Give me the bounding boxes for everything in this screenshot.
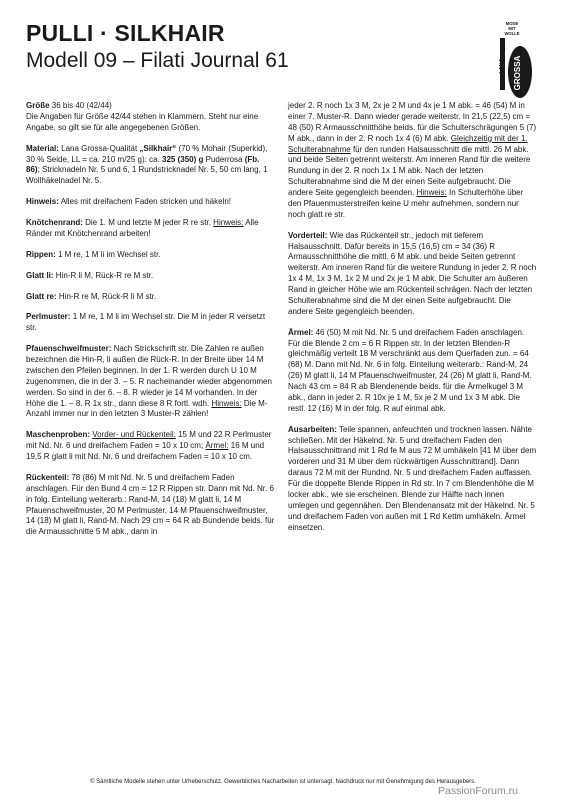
section-body-fragment: In Schulterhöhe über den Pfauenmusterstreifen keine U mehr aufnehmen, sondern nur noch glatt re str. (288, 188, 524, 219)
section-body-fragment: Die 1. M und letzte M jeder R re str. (82, 218, 214, 227)
copyright-footer: © Sämtliche Modelle stehen unter Urheberschutz. Gewerbliches Nacharbeiten ist untersagt. Nachdruck nur mit Genehmigung des Herausgebers. (90, 779, 476, 785)
svg-text:GROSSA: GROSSA (513, 55, 522, 91)
section-body: Wie das Rückenteil str., jedoch mit tieferem Halsausschnitt. Dafür bereits in 15,5 (16,5) cm = 34 (36) R Armausschnitthöhe die mittl. 6 M abk. und beide Seiten getrennt weiterstr. Am inneren Rand für die weitere Rundung in jeder 2. R noch 1x 4 M, 1x 3 M, 1x 2 M und 2x je 1 M abk. Die Schulter am äußeren Rand in gleicher Höhe wie am Rückenteil schrägen. Nach der letzten Schulterabnahme sind die M der einen Seite aufgebraucht. Die andere Seite gegengleich beenden. (288, 230, 537, 316)
section-body-fragment: jeder 2. R noch 1x 3 M, 2x je 2 M und 4x je 1 M abk. = 46 (54) M in einer 7. Muster-R. Dann wieder gerade weiterstr. In 21,5 (22,5) cm = 48 (50) R Armausschnitthöhe beids. für die Schulterschrägungen 5 (7) M abk., dann in der 2. R noch 1x 4 (6) M abk. (288, 101, 537, 143)
section-body-fragment: 16 M und 19,5 R glatt li mit Nd. Nr. 6 und dreifachem Faden = 10 x 10 cm. (26, 441, 265, 461)
underlined-phrase: Hinweis: (211, 398, 242, 408)
section-heading: Ärmel: (288, 327, 314, 337)
instruction-section (26, 250, 275, 261)
instruction-section (26, 271, 275, 282)
svg-text:LANA: LANA (498, 58, 505, 74)
section-heading: Hinweis: (26, 197, 59, 207)
bold-phrase: „Silkhair“ (139, 143, 177, 153)
section-body-fragment: Die M-Anzahl immer nur in den letzten 3 Muster-R zählen! (26, 398, 268, 419)
underlined-phrase: Vorder- und Rückenteil: (92, 430, 176, 440)
instruction-section (288, 231, 537, 318)
section-body: 36 bis 40 (42/44) Die Angaben für Größe 42/44 stehen in Klammern. Steht nur eine Angabe, so gilt sie für alle angegebenen Größen. (26, 101, 259, 132)
section-heading: Ausarbeiten: (288, 424, 337, 434)
section-heading: Perlmuster: (26, 312, 71, 322)
section-heading: Rückenteil: (26, 472, 70, 482)
section-body-fragment: Nach Strickschrift str. Die Zahlen re außen bezeichnen die Hin-R, li außen die Rück-R. In der Breite über 14 M zwischen den Pfeilen beginnen. In der 1. R werden durch U 10 M zugenommen, die in der 3. – 5. R nacheinander wieder abgenommen werden. So sind in der 6. – 8. R wieder je 14 M vorhanden. In der Höhe die 1. – 8. R 1x str., dann diese 8 R fortl. wdh. (26, 344, 272, 408)
section-body: Hin-R re M, Rück-R li M str. (56, 291, 157, 301)
right-text-column (288, 101, 537, 543)
section-body: 46 (50) M mit Nd. Nr. 5 und dreifachem Faden anschlagen. Für die Blende 2 cm = 6 R Rippen str. In der letzten Blenden-R gleichmäßig verteilt 18 M verschränkt aus dem Querfaden zun. = 64 (68) M. Dann mit Nd. Nr. 6 in folg. Einteilung weiterarb.: Rand-M, 24 (26) M glatt li, 14 M Pfauenschweifmuster, 24 (26) M glatt li, Rand-M. Nach 43 cm = 84 R ab Blendenende beids. für die Ärmelkugel 3 M abk., dann in jeder 2. R 10x je 1 M, 5x je 2 M und 1x 3 M abk. Die restl. 12 (16) M in der folg. R auf einmal abk. (288, 327, 532, 413)
instruction-section (26, 344, 275, 420)
section-body: Teile spannen, anfeuchten und trocknen lassen. Nähte schließen. Mit der Häkelnd. Nr. 5 und dreifachem Faden den Halsausschnittrand mit 1 Rd fe M aus 72 M umhäkeln [41 M über dem vorderen und 31 M über dem rückwärtigen Ausschnittrand]. Dann daraus 72 M mit der Rundnd. Nr. 5 und dreifachem Faden auffassen. Für die doppelte Blende Rippen in Rd str. In 7 cm Blendenhöhe die M locker abk., wie sie erscheinen. Blende zur Hälfte nach innen umlegen und gegennähen. Den Blendenansatz mit der Häkelnd. Nr. 5 und dreifachem Faden von außen mit 1 Rd Kettm umhäkeln. Ärmel einsetzen. (288, 424, 537, 532)
section-body: Alles mit dreifachem Faden stricken und häkeln! (58, 197, 231, 207)
lana-grossa-logo-icon (490, 22, 534, 100)
section-body-fragment: ; Stricknadeln Nr. 5 und 6, 1 Rundstricknadel Nr. 5, 50 cm lang, 1 Wollhäkelnadel Nr. 5. (26, 165, 268, 186)
instruction-section (26, 473, 275, 538)
site-watermark: PassionForum.ru (438, 785, 518, 797)
section-body-fragment: 15 M und 22 R Perlmuster mit Nd. Nr. 6 und dreifachem Faden = 10 x 10 cm; (26, 430, 272, 451)
logo-tagline-line: WOLLE (504, 30, 520, 36)
underlined-phrase: Hinweis: (416, 188, 447, 197)
section-heading: Vorderteil: (288, 230, 328, 240)
instruction-section (288, 101, 537, 221)
instruction-section (26, 312, 275, 334)
section-body-fragment: (70 % Mohair (Superkid), 30 % Seide, LL = ca. 210 m/25 g): ca. (26, 143, 268, 164)
section-heading: Glatt li: (26, 270, 54, 280)
underlined-phrase: Ärmel: (205, 441, 229, 451)
section-heading: Pfauenschweifmuster: (26, 344, 112, 354)
instruction-section (26, 218, 275, 240)
bold-phrase: 325 (350) g (162, 154, 204, 164)
page-title: PULLI · SILKHAIR (26, 20, 225, 46)
page-subtitle: Modell 09 – Filati Journal 61 (26, 49, 289, 72)
section-body-fragment: Alle Ränder mit Knötchenrand arbeiten! (26, 218, 259, 238)
section-heading: Maschenproben: (26, 430, 91, 440)
section-heading: Größe (26, 101, 50, 110)
section-body: 1 M re, 1 M li im Wechsel str. Die M in jeder R versetzt str. (26, 312, 266, 333)
section-body: 1 M re, 1 M li im Wechsel str. (55, 249, 161, 259)
section-body-fragment: Lana Grossa-Qualität (58, 143, 140, 153)
section-heading: Knötchenrand: (26, 218, 83, 227)
section-heading: Glatt re: (26, 291, 57, 301)
logo-tagline-line: MODE (505, 21, 519, 26)
instruction-section (26, 292, 275, 303)
section-body: Hin-R li M, Rück-R re M str. (53, 270, 154, 280)
instruction-section (26, 144, 275, 188)
left-text-column (26, 101, 275, 548)
underlined-phrase: Gleichzeitig mit der 1. Schulterabnahme (288, 133, 528, 154)
instruction-section (26, 101, 275, 134)
section-body-fragment: Puderrosa (203, 154, 245, 164)
instruction-section (26, 430, 275, 463)
section-body-fragment: für den runden Halsausschnitt die mittl. 26 M abk. und beide Seiten getrennt weiterstr. Am inneren Rand für die weitere Rundung in der 2. R noch 1x 1 M abk. Nach der letzten Schulterabnahme sind die M der einen Seite aufgebraucht. Die andere Seite gegengleich beenden. (288, 144, 531, 197)
bold-phrase: (Fb. 86) (26, 154, 260, 175)
instruction-section (26, 197, 275, 208)
underlined-phrase: Hinweis: (213, 218, 244, 227)
instruction-section (288, 328, 537, 415)
section-body: 78 (86) M mit Nd. Nr. 5 und dreifachem Faden anschlagen. Für den Bund 4 cm = 12 R Rippen str. Dann mit Nd. Nr. 6 in folg. Einteilung weiterarb.: Rand-M, 14 (18) M glatt li, 14 M Pfauenschweifmuster, 20 M Perlmuster, 14 M Pfauenschweifmuster, 14 (18) M glatt li, Rand-M. Nach 29 cm = 64 R ab Bundende beids. für die Armausschnitte 5 M abk., dann in (26, 472, 275, 537)
section-heading: Rippen: (26, 249, 56, 259)
section-heading: Material: (26, 143, 59, 153)
instruction-section (288, 425, 537, 534)
logo-tagline-line: MIT (508, 25, 516, 31)
